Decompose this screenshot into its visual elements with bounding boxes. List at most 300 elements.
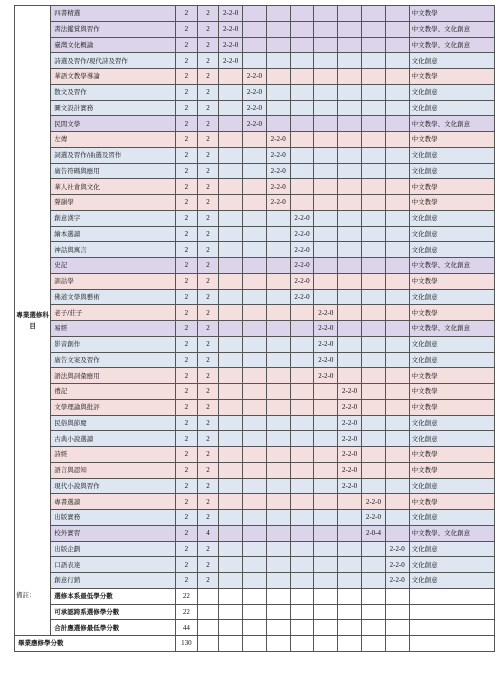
course-category: 文化創意 [409,100,494,116]
semester-cell [314,384,338,400]
semester-cell [219,352,243,368]
semester-cell [243,305,267,321]
semester-cell [385,21,409,37]
semester-cell [266,6,290,22]
course-category: 中文教學、文化創意 [409,21,494,37]
semester-cell: 2-2-0 [290,210,314,226]
semester-cell [385,273,409,289]
course-name: 禮記 [51,384,176,400]
course-category: 文化創意 [409,478,494,494]
semester-cell [290,368,314,384]
semester-cell [243,352,267,368]
semester-cell [219,84,243,100]
semester-cell: 2-2-0 [219,6,243,22]
semester-cell [219,289,243,305]
semester-cell [290,494,314,510]
course-hours: 2 [197,258,219,274]
course-category: 文化創意 [409,352,494,368]
semester-cell: 2-2-0 [290,226,314,242]
semester-cell [243,321,267,337]
semester-cell: 2-2-0 [219,53,243,69]
semester-cell [219,69,243,85]
course-row [15,273,495,289]
course-credits: 2 [175,53,197,69]
course-category: 文化創意 [409,336,494,352]
semester-cell [290,195,314,211]
course-credits: 2 [175,352,197,368]
course-credits: 2 [175,541,197,557]
course-hours: 4 [197,525,219,541]
empty-cell [314,588,338,604]
course-hours: 2 [197,431,219,447]
course-credits: 2 [175,494,197,510]
semester-cell: 2-0-4 [362,525,386,541]
semester-cell [362,53,386,69]
semester-cell: 2-2-0 [266,147,290,163]
semester-cell [243,415,267,431]
semester-cell [219,573,243,589]
empty-cell [266,604,290,620]
course-credits: 2 [175,84,197,100]
course-name: 語法與詞彙應用 [51,368,176,384]
semester-cell [243,431,267,447]
course-hours: 2 [197,242,219,258]
course-name: 佛道文學與藝術 [51,289,176,305]
course-row [15,226,495,242]
course-name: 華語文教學導論 [51,69,176,85]
course-hours: 2 [197,37,219,53]
course-row [15,541,495,557]
semester-cell [362,384,386,400]
course-category: 文化創意 [409,53,494,69]
semester-cell [338,132,362,148]
semester-cell [385,242,409,258]
semester-cell: 2-2-0 [243,116,267,132]
semester-cell [266,415,290,431]
course-name: 出版企劃 [51,541,176,557]
semester-cell [362,242,386,258]
semester-cell [385,226,409,242]
course-credits: 2 [175,478,197,494]
semester-cell [243,478,267,494]
semester-cell [338,53,362,69]
course-hours: 2 [197,399,219,415]
semester-cell [266,305,290,321]
empty-cell [266,636,290,652]
semester-cell [266,352,290,368]
semester-cell [243,210,267,226]
semester-cell [219,462,243,478]
course-name: 圖文設計實務 [51,100,176,116]
semester-cell [243,510,267,526]
course-hours: 2 [197,53,219,69]
course-hours: 2 [197,226,219,242]
empty-cell [243,588,267,604]
semester-cell [314,226,338,242]
course-hours: 2 [197,289,219,305]
course-name: 古典小說選讀 [51,431,176,447]
semester-cell [290,53,314,69]
semester-cell [362,289,386,305]
course-hours: 2 [197,478,219,494]
course-row [15,336,495,352]
course-row [15,289,495,305]
empty-cell [362,620,386,636]
semester-cell [314,510,338,526]
semester-cell [266,289,290,305]
semester-cell [362,321,386,337]
semester-cell [219,494,243,510]
course-hours: 2 [197,462,219,478]
empty-cell [338,604,362,620]
empty-cell [385,620,409,636]
course-row [15,163,495,179]
empty-cell [243,636,267,652]
course-row [15,352,495,368]
course-hours: 2 [197,100,219,116]
course-category: 中文教學、文化創意 [409,321,494,337]
semester-cell [314,478,338,494]
semester-cell [266,21,290,37]
course-name: 詩選及習作/現代詩及習作 [51,53,176,69]
semester-cell [314,53,338,69]
semester-cell [362,541,386,557]
semester-cell: 2-2-0 [314,368,338,384]
semester-cell [314,399,338,415]
course-credits: 2 [175,226,197,242]
semester-cell [290,447,314,463]
course-credits: 2 [175,510,197,526]
semester-cell [266,53,290,69]
semester-cell [362,305,386,321]
course-category: 文化創意 [409,415,494,431]
semester-cell [338,84,362,100]
graduation-row [15,636,495,652]
empty-cell [314,636,338,652]
semester-cell [219,415,243,431]
summary-label: 選修本系最低學分數 [51,588,176,604]
course-hours: 2 [197,69,219,85]
semester-cell [290,557,314,573]
empty-cell [338,636,362,652]
empty-cell [362,636,386,652]
course-row [15,462,495,478]
empty-cell [290,636,314,652]
semester-cell: 2-2-0 [266,163,290,179]
course-credits: 2 [175,573,197,589]
course-row [15,305,495,321]
semester-cell [219,384,243,400]
summary-row [15,620,495,636]
course-credits: 2 [175,447,197,463]
course-row [15,557,495,573]
semester-cell [338,494,362,510]
semester-cell: 2-2-0 [338,478,362,494]
semester-cell [314,525,338,541]
semester-cell [338,557,362,573]
course-category: 中文教學、文化創意 [409,525,494,541]
course-row [15,132,495,148]
semester-cell [314,6,338,22]
summary-label: 可承認跨系選修學分數 [51,604,176,620]
semester-cell: 2-2-0 [290,242,314,258]
semester-cell [314,462,338,478]
semester-cell [385,69,409,85]
semester-cell [243,226,267,242]
course-credits: 2 [175,273,197,289]
semester-cell [266,84,290,100]
course-category: 中文教學、文化創意 [409,37,494,53]
semester-cell [338,368,362,384]
course-credits: 2 [175,258,197,274]
semester-cell [219,368,243,384]
course-credits: 2 [175,557,197,573]
semester-cell [385,163,409,179]
semester-cell [290,336,314,352]
semester-cell [338,6,362,22]
semester-cell [338,179,362,195]
semester-cell [385,305,409,321]
semester-cell [338,147,362,163]
course-row [15,321,495,337]
course-row [15,478,495,494]
semester-cell [385,399,409,415]
semester-cell [338,226,362,242]
semester-cell [362,195,386,211]
course-hours: 2 [197,573,219,589]
course-row [15,21,495,37]
semester-cell [385,147,409,163]
semester-cell [266,573,290,589]
semester-cell [290,147,314,163]
semester-cell [243,242,267,258]
semester-cell [219,557,243,573]
semester-cell [290,462,314,478]
course-name: 民間文學 [51,116,176,132]
course-name: 廣告符碼與應用 [51,163,176,179]
course-hours: 2 [197,447,219,463]
semester-cell [362,557,386,573]
semester-cell: 2-2-0 [338,462,362,478]
semester-cell [243,195,267,211]
semester-cell [290,116,314,132]
semester-cell [385,132,409,148]
course-hours: 2 [197,305,219,321]
semester-cell [385,53,409,69]
semester-cell [266,100,290,116]
empty-cell [219,604,243,620]
semester-cell [385,84,409,100]
course-name: 繪本選讀 [51,226,176,242]
semester-cell [314,573,338,589]
semester-cell [219,305,243,321]
course-credits: 2 [175,431,197,447]
semester-cell: 2-2-0 [290,289,314,305]
empty-cell [266,620,290,636]
semester-cell [219,478,243,494]
semester-cell [385,6,409,22]
empty-cell [338,588,362,604]
semester-cell [314,447,338,463]
semester-cell [385,336,409,352]
semester-cell: 2-2-0 [362,510,386,526]
semester-cell [266,210,290,226]
course-row [15,399,495,415]
empty-cell [385,604,409,620]
course-name: 語言與認知 [51,462,176,478]
course-row [15,37,495,53]
semester-cell [266,557,290,573]
semester-cell [266,273,290,289]
empty-cell [385,588,409,604]
course-credits: 2 [175,179,197,195]
semester-cell [219,510,243,526]
course-name: 聲韻學 [51,195,176,211]
course-credits: 2 [175,100,197,116]
course-hours: 2 [197,510,219,526]
semester-cell [362,179,386,195]
summary-row [15,604,495,620]
semester-cell [266,399,290,415]
semester-cell: 2-2-0 [362,494,386,510]
semester-cell [338,289,362,305]
course-hours: 2 [197,352,219,368]
semester-cell [362,431,386,447]
semester-cell [385,289,409,305]
course-category: 文化創意 [409,573,494,589]
course-hours: 2 [197,116,219,132]
semester-cell [314,163,338,179]
empty-cell [219,636,243,652]
empty-cell [290,588,314,604]
semester-cell [243,132,267,148]
semester-cell [290,510,314,526]
semester-cell [290,478,314,494]
semester-cell [362,273,386,289]
semester-cell [338,242,362,258]
semester-cell [243,447,267,463]
semester-cell [314,415,338,431]
empty-cell [385,636,409,652]
course-category: 中文教學 [409,179,494,195]
semester-cell: 2-2-0 [385,557,409,573]
semester-cell [290,163,314,179]
semester-cell [266,116,290,132]
semester-cell [243,53,267,69]
semester-cell [314,132,338,148]
course-name: 散文及習作 [51,84,176,100]
semester-cell: 2-2-0 [338,431,362,447]
course-category: 中文教學 [409,399,494,415]
semester-cell [266,226,290,242]
semester-cell [385,210,409,226]
empty-cell [409,620,494,636]
course-credits: 2 [175,525,197,541]
semester-cell [314,84,338,100]
semester-cell [290,541,314,557]
semester-cell [362,21,386,37]
course-row [15,69,495,85]
course-hours: 2 [197,415,219,431]
course-category: 文化創意 [409,163,494,179]
semester-cell [243,6,267,22]
course-row [15,116,495,132]
semester-cell [338,541,362,557]
course-hours: 2 [197,21,219,37]
course-name: 校外實習 [51,525,176,541]
semester-cell [314,147,338,163]
semester-cell [243,258,267,274]
course-credits: 2 [175,69,197,85]
course-name: 現代小說與習作 [51,478,176,494]
course-row [15,494,495,510]
semester-cell [362,69,386,85]
semester-cell [362,226,386,242]
course-category: 文化創意 [409,147,494,163]
empty-cell [197,620,219,636]
semester-cell [362,415,386,431]
empty-cell [197,588,219,604]
semester-cell: 2-2-0 [338,384,362,400]
semester-cell [290,415,314,431]
semester-cell [338,210,362,226]
semester-cell [338,195,362,211]
semester-cell [219,195,243,211]
semester-cell [385,431,409,447]
course-category: 文化創意 [409,510,494,526]
semester-cell [266,242,290,258]
semester-cell [338,258,362,274]
course-credits: 2 [175,163,197,179]
empty-cell [314,604,338,620]
course-category: 中文教學 [409,447,494,463]
semester-cell [362,462,386,478]
semester-cell [362,478,386,494]
semester-cell [362,116,386,132]
course-name: 出版實務 [51,510,176,526]
course-category: 中文教學 [409,305,494,321]
course-row [15,368,495,384]
remark-note: 備註： [16,591,36,599]
empty-cell [290,620,314,636]
semester-cell [290,100,314,116]
semester-cell [243,368,267,384]
semester-cell: 2-2-0 [266,132,290,148]
empty-cell [338,620,362,636]
semester-cell [314,258,338,274]
semester-cell [290,431,314,447]
empty-cell [409,636,494,652]
semester-cell [219,541,243,557]
semester-cell [385,478,409,494]
course-row [15,573,495,589]
course-name: 史記 [51,258,176,274]
course-credits: 2 [175,399,197,415]
course-category: 中文教學 [409,368,494,384]
course-hours: 2 [197,210,219,226]
semester-cell [266,431,290,447]
summary-value: 22 [175,588,197,604]
empty-cell [266,588,290,604]
course-row [15,147,495,163]
course-name: 易經 [51,321,176,337]
semester-cell [243,37,267,53]
semester-cell [266,69,290,85]
semester-cell [385,494,409,510]
semester-cell [219,163,243,179]
course-credits: 2 [175,384,197,400]
course-row [15,510,495,526]
